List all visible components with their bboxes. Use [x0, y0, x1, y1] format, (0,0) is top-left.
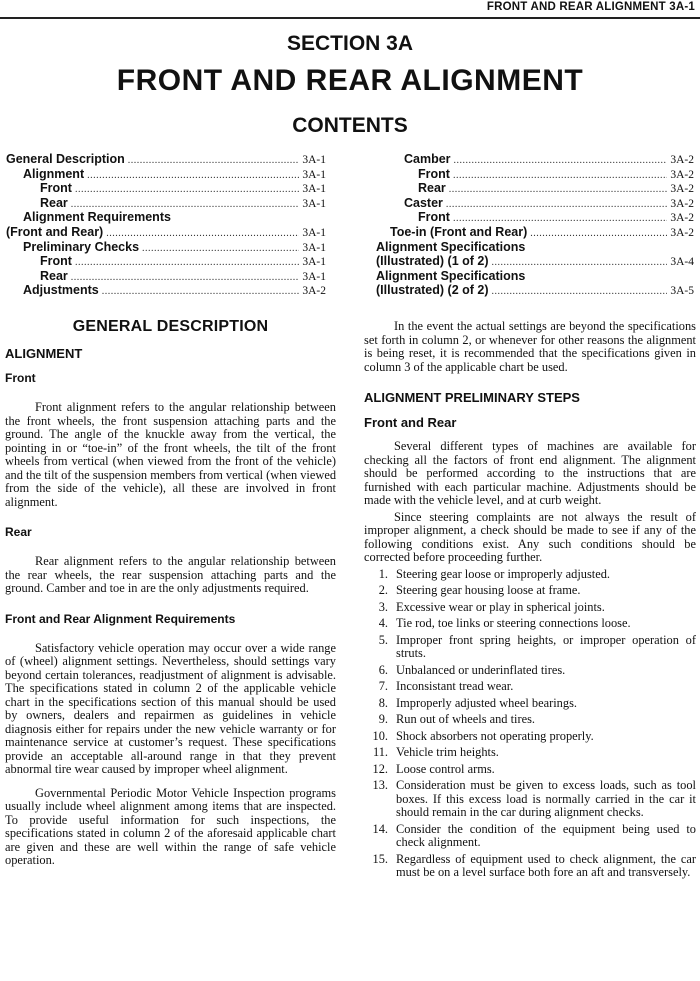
toc-entry-page: 3A-1: [302, 226, 326, 239]
list-item: [364, 697, 696, 711]
toc-entry: [376, 269, 694, 284]
toc-entry-page: 3A-4: [670, 256, 694, 269]
toc-entry: [376, 254, 694, 269]
list-item-number: 15.: [372, 851, 388, 866]
inspection-paragraph: Governmental Periodic Motor Vehicle Inspection programs usually include wheel alignment among items that are inspected. To provide useful information for such inspections, the specifications stated in column 2 of the aforesaid applicable chart are given and these are well within the range of safe vehicle operation.: [5, 785, 336, 867]
list-item: [364, 680, 696, 694]
toc-entry-label: (Illustrated) (2 of 2): [376, 283, 489, 298]
list-item: [364, 853, 696, 880]
toc-entry: [6, 167, 326, 182]
list-item-number: 8.: [378, 695, 388, 710]
toc-entry-label: Alignment: [23, 166, 85, 181]
intro-paragraph: In the event the actual settings are beyond the specifications set forth in column 2, or whenever for other reasons the alignment is being reset, it is recommended that the specifications given in column 3 of the applicable chart be used.: [364, 319, 696, 374]
list-item-text: Loose control arms.: [396, 761, 495, 776]
toc-entry-label: Caster: [404, 195, 443, 210]
list-item-number: 13.: [372, 778, 388, 792]
toc-entry: [6, 181, 326, 196]
section-title: SECTION 3A: [286, 32, 414, 55]
rear-heading: Rear: [5, 525, 32, 539]
list-item: [364, 730, 696, 744]
list-item-number: 2.: [378, 583, 388, 597]
list-item: [364, 763, 696, 777]
toc-entry-label: Camber: [404, 152, 451, 166]
list-item-text: Excessive wear or play in spherical joints.: [396, 599, 605, 614]
page-title: FRONT AND REAR ALIGNMENT: [116, 64, 584, 97]
complaints-paragraph: Since steering complaints are not always the result of improper alignment, a check should be made to see if any of the following conditions exist. Any such conditions should be corrected before proceeding further.: [364, 509, 696, 564]
list-item-number: 4.: [378, 616, 388, 630]
toc-entry-page: 3A-2: [670, 154, 694, 166]
toc-entry-page: 3A-1: [302, 168, 326, 181]
toc-entry: [6, 152, 326, 167]
toc-entry: [6, 283, 326, 298]
conditions-list: [364, 568, 696, 880]
list-item-number: 5.: [378, 632, 388, 647]
list-item: [364, 601, 696, 615]
toc-entry: [6, 225, 326, 240]
toc-entry-page: 3A-2: [670, 226, 694, 239]
list-item: [364, 584, 696, 598]
list-item-text: Shock absorbers not operating properly.: [396, 728, 594, 743]
list-item: [364, 713, 696, 727]
toc-entry: [376, 210, 694, 225]
toc-entry-label: Adjustments: [23, 283, 99, 298]
machines-paragraph: Several different types of machines are available for checking all the factors of front end alignment. The alignment should be performed according to the instructions that are furnished with each particular machine. Adjustments should be made with the vehicle level, and at curb weight.: [364, 439, 696, 507]
requirements-heading: Front and Rear Alignment Requirements: [5, 611, 236, 626]
list-item-number: 7.: [378, 679, 388, 693]
toc-entry: [376, 283, 694, 298]
toc-entry-label: Alignment Specifications: [376, 268, 526, 283]
preliminary-steps-heading: ALIGNMENT PRELIMINARY STEPS: [364, 390, 580, 405]
toc-entry: [376, 196, 694, 211]
toc-entry-label: Rear: [40, 268, 68, 283]
header-rule: [0, 17, 700, 19]
rear-paragraph: Rear alignment refers to the angular relationship between the rear wheels, the rear suspension attaching parts and the ground. Camber and toe in are the only adjustments required.: [5, 554, 336, 595]
list-item-number: 10.: [372, 728, 388, 743]
toc-leader-dots: [492, 285, 668, 300]
list-item-text: Regardless of equipment used to check alignment, the car must be on a level surface both fore an aft and transversely.: [396, 851, 696, 879]
front-and-rear-heading: Front and Rear: [364, 415, 457, 430]
toc-entry: [6, 196, 326, 211]
list-item-text: Improper front spring heights, or improper operation of struts.: [396, 632, 696, 660]
toc-entry-label: (Illustrated) (1 of 2): [376, 254, 489, 269]
list-item-text: Steering gear housing loose at frame.: [396, 583, 581, 597]
list-item-number: 3.: [378, 599, 388, 614]
toc-entry-label: Rear: [40, 195, 68, 210]
toc-entry: [376, 225, 694, 240]
right-text-column: [364, 320, 696, 883]
list-item: [364, 617, 696, 631]
toc-entry: [6, 269, 326, 284]
toc-entry: [6, 254, 326, 269]
toc-entry-page: 3A-1: [302, 183, 326, 196]
toc-entry-label: Front: [418, 166, 450, 181]
toc-entry: [6, 240, 326, 255]
toc-entry-label: General Description: [6, 152, 125, 166]
running-head: [0, 0, 700, 20]
list-item: [364, 746, 696, 760]
left-text-column: [5, 318, 336, 868]
toc-entry-label: Preliminary Checks: [23, 239, 140, 254]
toc-entry-page: 3A-2: [670, 183, 694, 196]
list-item-text: Consider the condition of the equipment being used to check alignment.: [396, 821, 696, 849]
list-item: [364, 664, 696, 678]
list-item: [364, 568, 696, 582]
front-heading: Front: [5, 371, 36, 385]
list-item-number: 14.: [372, 821, 388, 836]
toc-entry: [376, 181, 694, 196]
running-head-text: FRONT AND REAR ALIGNMENT 3A-1: [486, 1, 695, 13]
toc-entry: [376, 240, 694, 255]
toc-right-column: [376, 152, 694, 298]
toc-entry-page: 3A-2: [302, 285, 326, 298]
list-item-text: Steering gear loose or improperly adjusted.: [396, 566, 611, 581]
list-item-text: Tie rod, toe links or steering connections loose.: [396, 616, 631, 630]
toc-entry-label: Alignment Specifications: [376, 239, 526, 254]
contents-heading: CONTENTS: [292, 114, 408, 137]
toc-leader-dots: [102, 285, 300, 300]
toc-entry-page: 3A-1: [302, 270, 326, 283]
list-item-number: 6.: [378, 662, 388, 677]
toc-entry: [376, 167, 694, 182]
front-paragraph: Front alignment refers to the angular relationship between the front wheels, the front suspension attaching parts and the ground. The angle of the knuckle away from the vertical, the pointing in or “toe-in” of the front wheels, the tilt of the front wheels from vertical (when viewed from the front of the vehicle) and the tilt of the suspension members from vertical (when viewed from the side of the vehicle), all these are involved in front alignment.: [5, 400, 337, 509]
list-item: [364, 823, 696, 850]
toc-entry-label: Front: [40, 254, 72, 269]
toc-entry-label: Alignment Requirements: [23, 210, 171, 225]
list-item-number: 1.: [378, 566, 388, 581]
list-item: [364, 634, 696, 661]
toc-entry: [6, 210, 326, 225]
toc-entry-label: Toe-in (Front and Rear): [390, 224, 528, 239]
list-item: [364, 779, 696, 820]
list-item-text: Run out of wheels and tires.: [396, 712, 536, 726]
toc-entry-page: 3A-1: [302, 154, 326, 166]
requirements-paragraph: Satisfactory vehicle operation may occur over a wide range of (wheel) alignment settings. Nevertheless, should settings vary beyond certain tolerances, readjustment of alignment is advisable. The specifications stated in column 2 of the applicable vehicle chart in the specifications section of this manual should be used by owners, dealers and repairmen as guidelines in vehicle diagnosis either for repairs under the new vehicle warranty or for maintenance service at customer’s request. These specifications provide an acceptable all-around range in that they prevent abnormal tire wear caused by improper wheel alignment.: [5, 640, 336, 776]
toc-entry-label: Front: [418, 210, 450, 225]
list-item-text: Improperly adjusted wheel bearings.: [396, 695, 577, 710]
list-item-text: Unbalanced or underinflated tires.: [396, 662, 566, 677]
list-item-number: 11.: [372, 745, 388, 759]
toc-entry-page: 3A-1: [302, 197, 326, 210]
toc-entry-label: Front: [40, 181, 72, 196]
list-item-text: Inconsistant tread wear.: [396, 679, 514, 693]
toc-entry-page: 3A-2: [670, 168, 694, 181]
toc-entry-page: 3A-5: [670, 285, 694, 298]
toc-entry-page: 3A-1: [302, 241, 326, 254]
toc-entry: [376, 152, 694, 167]
list-item-text: Consideration must be given to excess loads, such as tool boxes. If this excess load is normally carried in the car it should remain in the car during alignment checks.: [396, 778, 696, 819]
alignment-heading: ALIGNMENT: [5, 346, 83, 361]
list-item-number: 9.: [378, 712, 388, 726]
general-description-heading: GENERAL DESCRIPTION: [72, 318, 269, 335]
toc-left-column: [6, 152, 326, 298]
toc-entry-page: 3A-2: [670, 212, 694, 225]
toc-entry-page: 3A-1: [302, 256, 326, 269]
toc-entry-label: (Front and Rear): [6, 224, 104, 239]
toc-entry-label: Rear: [418, 181, 446, 196]
toc-entry-page: 3A-2: [670, 197, 694, 210]
list-item-number: 12.: [372, 761, 388, 776]
list-item-text: Vehicle trim heights.: [396, 745, 499, 759]
